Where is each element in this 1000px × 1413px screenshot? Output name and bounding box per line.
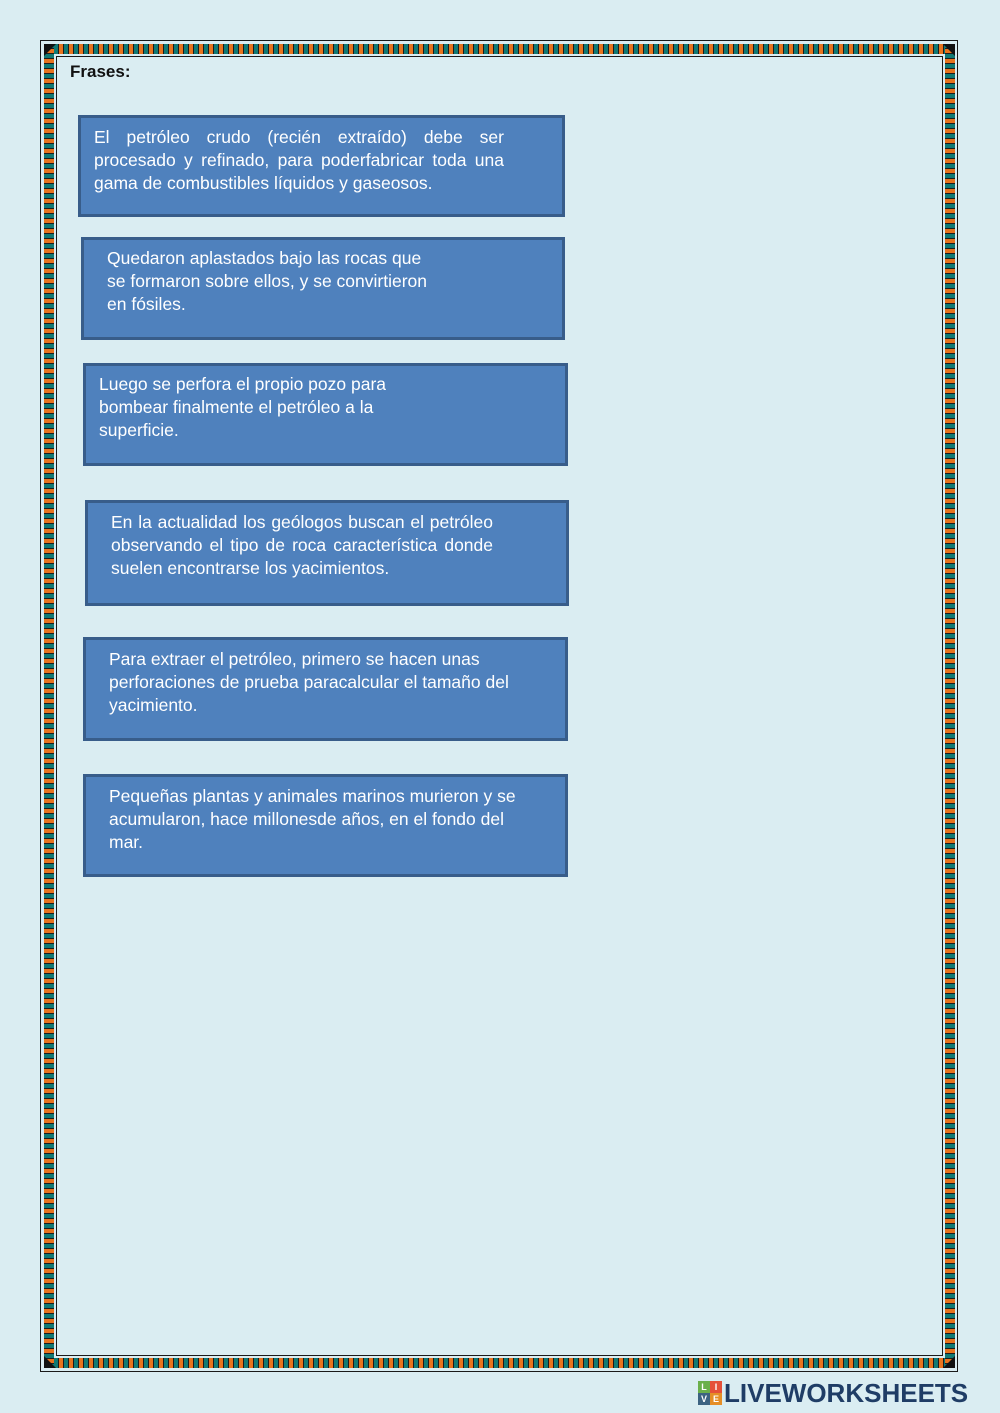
phrase-card-3[interactable]: [83, 363, 568, 466]
logo-letter-v: V: [698, 1393, 710, 1405]
decorative-border-left: [44, 44, 54, 1368]
phrase-card-6[interactable]: [83, 774, 568, 877]
logo-letter-l: L: [698, 1381, 710, 1393]
corner-triangle-bottom-left: [44, 1356, 56, 1368]
decorative-border-right: [945, 44, 955, 1368]
phrase-text: Quedaron aplastados bajo las rocas que se formaron sobre ellos, y se convirtieron en fósiles.: [107, 248, 427, 314]
decorative-border-top: [44, 44, 955, 54]
phrase-text: Para extraer el petróleo, primero se hacen unas perforaciones de prueba paracalcular el tamaño del yacimiento.: [109, 649, 509, 715]
corner-triangle-top-left: [44, 44, 56, 56]
corner-triangle-top-right: [943, 44, 955, 56]
liveworksheets-logo-icon: [698, 1381, 722, 1405]
logo-letter-e: E: [710, 1393, 722, 1405]
phrase-text: El petróleo crudo (recién extraído) debe ser procesado y refinado, para poderfabricar toda una gama de combustibles líquidos y gaseosos.: [94, 127, 504, 193]
phrase-text: Pequeñas plantas y animales marinos murieron y se acumularon, hace millonesde años, en el fondo del mar.: [109, 786, 516, 852]
phrase-card-5[interactable]: [83, 637, 568, 741]
liveworksheets-watermark: [698, 1377, 968, 1409]
phrase-card-4[interactable]: [85, 500, 569, 606]
phrase-text: En la actualidad los geólogos buscan el petróleo observando el tipo de roca característica donde suelen encontrarse los yacimientos.: [111, 512, 493, 578]
liveworksheets-wordmark: LIVEWORKSHEETS: [724, 1377, 969, 1408]
logo-letter-i: I: [710, 1381, 722, 1393]
section-heading: Frases:: [70, 62, 131, 81]
decorative-border-bottom: [44, 1358, 955, 1368]
phrase-text: Luego se perfora el propio pozo para bombear finalmente el petróleo a la superficie.: [99, 374, 387, 440]
phrase-card-2[interactable]: [81, 237, 565, 340]
corner-triangle-bottom-right: [943, 1356, 955, 1368]
phrase-card-1[interactable]: [78, 115, 565, 217]
